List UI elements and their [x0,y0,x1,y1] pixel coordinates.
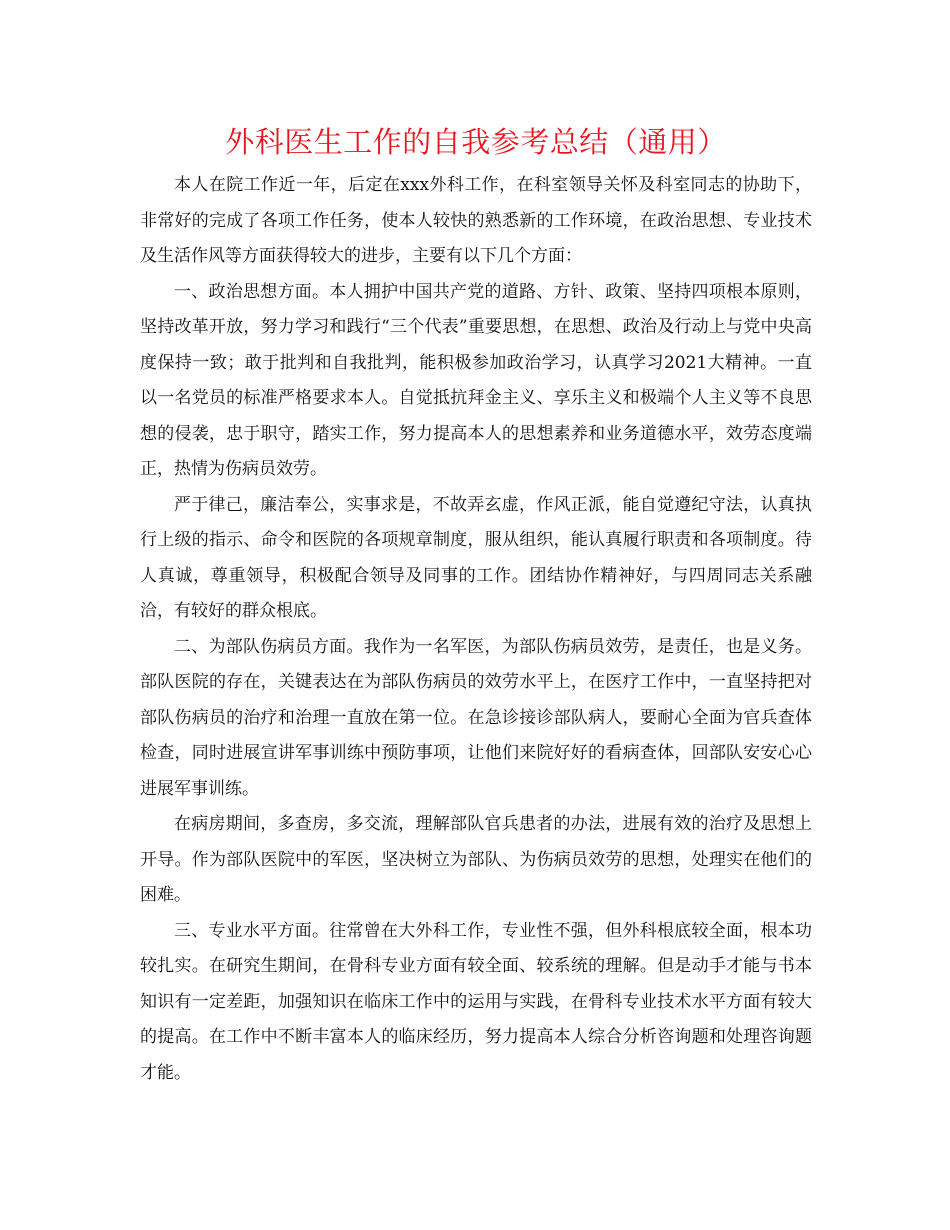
paragraph-intro: 本人在院工作近一年，后定在xxx外科工作，在科室领导关怀及科室同志的协助下，非常好的完成了各项工作任务，使本人较快的熟悉新的工作环境，在政治思想、专业技术及生活作风等方面获得较大的进步，主要有以下几个方面： [140,175,812,266]
paragraph-ward: 在病房期间，多查房，多交流，理解部队官兵患者的办法，进展有效的治疗及思想上开导。作为部队医院中的军医，坚决树立为部队、为伤病员效劳的思想，处理实在他们的困难。 [140,814,812,905]
document-title: 外科医生工作的自我参考总结（通用） [225,125,727,159]
paragraph-professional: 三、专业水平方面。往常曾在大外科工作，专业性不强，但外科根底较全面，根本功较扎实。在研究生期间，在骨科专业方面有较全面、较系统的理解。但是动手才能与书本知识有一定差距，加强知识在临床工作中的运用与实践，在骨科专业技术水平方面有较大的提高。在工作中不断丰富本人的临床经历，努力提高本人综合分析咨询题和处理咨询题才能。 [140,920,812,1083]
paragraph-political: 一、政治思想方面。本人拥护中国共产党的道路、方针、政策、坚持四项根本原则，坚持改革开放，努力学习和践行“三个代表”重要思想，在思想、政治及行动上与党中央高度保持一致；敢于批判和自我批判，能积极参加政治学习，认真学习2021大精神。一直以一名党员的标准严格要求本人。自觉抵抗拜金主义、享乐主义和极端个人主义等不良思想的侵袭，忠于职守，踏实工作，努力提高本人的思想素养和业务道德水平，效劳态度端正，热情为伤病员效劳。 [140,281,812,479]
paragraph-discipline: 严于律己，廉洁奉公，实事求是，不故弄玄虚，作风正派，能自觉遵纪守法，认真执行上级的指示、命令和医院的各项规章制度，服从组织，能认真履行职责和各项制度。待人真诚，尊重领导，积极配合领导及同事的工作。团结协作精神好，与四周同志关系融洽，有较好的群众根底。 [140,494,812,621]
document-page [140,120,812,1091]
paragraph-troops: 二、为部队伤病员方面。我作为一名军医，为部队伤病员效劳，是责任，也是义务。部队医院的存在，关键表达在为部队伤病员的效劳水平上，在医疗工作中，一直坚持把对部队伤病员的治疗和治理一直放在第一位。在急诊接诊部队病人，要耐心全面为官兵查体检查，同时进展宣讲军事训练中预防事项，让他们来院好好的看病查体，回部队安安心心进展军事训练。 [140,636,812,799]
